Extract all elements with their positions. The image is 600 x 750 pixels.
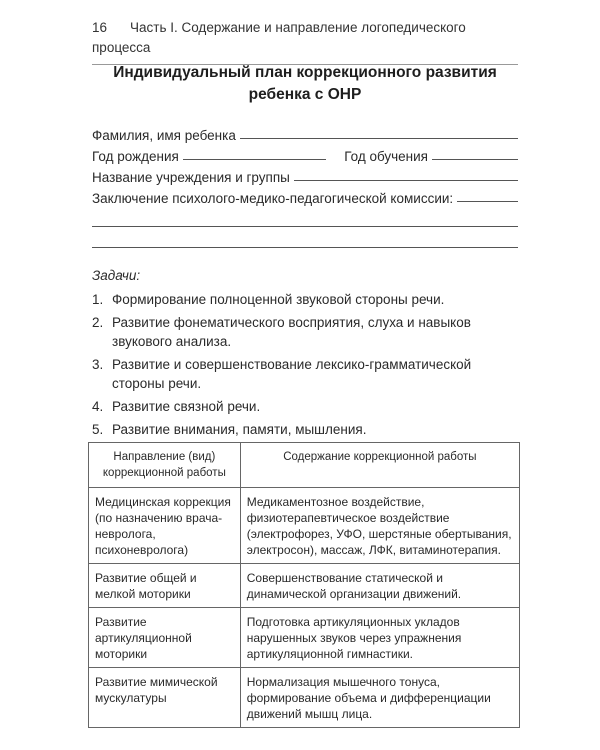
running-header: [92, 18, 518, 65]
table-row: [89, 608, 520, 668]
column-header-content: Содержание коррекционной работы: [240, 443, 519, 488]
table-row: [89, 488, 520, 564]
task-number: 1.: [92, 292, 104, 307]
title-line-2: ребенка с ОНР: [248, 86, 362, 103]
task-text: Развитие связной речи.: [112, 399, 261, 414]
content-cell: Подготовка артикуляционных укладов нарушенных звуков через упражнения артикуляционной гимнастики.: [240, 608, 519, 668]
institution-field-line: [294, 180, 518, 181]
tasks-title: Задачи:: [92, 268, 141, 283]
title-line-1: Индивидуальный план коррекционного развития: [113, 64, 497, 81]
task-item: [92, 313, 518, 351]
name-row: [92, 122, 518, 143]
institution-row: [92, 164, 518, 185]
task-text: Развитие и совершенствование лексико-грамматической стороны речи.: [112, 357, 472, 391]
content-cell: Совершенствование статической и динамической организации движений.: [240, 564, 519, 608]
task-text: Формирование полноценной звуковой стороны речи.: [112, 292, 445, 307]
direction-cell: Развитие мимической мускулатуры: [89, 668, 241, 728]
name-label: Фамилия, имя ребенка: [92, 128, 236, 143]
conclusion-blank-line-2: [92, 227, 518, 248]
direction-cell: Развитие артикуляционной моторики: [89, 608, 241, 668]
task-item: [92, 290, 518, 309]
task-text: Развитие внимания, памяти, мышления.: [112, 422, 367, 437]
task-number: 2.: [92, 315, 104, 330]
task-item: [92, 355, 518, 393]
conclusion-label: Заключение психолого-медико-педагогической комиссии:: [92, 191, 454, 206]
content-cell: Нормализация мышечного тонуса, формирование объема и дифференциации движений мышц лица.: [240, 668, 519, 728]
child-info-form: [92, 122, 518, 248]
correction-plan-table: [88, 442, 520, 728]
tasks-section: [92, 266, 518, 443]
birth-year-field-line: [183, 159, 326, 160]
task-text: Развитие фонематического восприятия, слуха и навыков звукового анализа.: [112, 315, 471, 349]
task-number: 5.: [92, 422, 104, 437]
page-number: 16: [92, 20, 108, 35]
direction-cell: Медицинская коррекция (по назначению врача-невролога, психоневролога): [89, 488, 241, 564]
table-header-row: [89, 443, 520, 488]
task-number: 3.: [92, 357, 104, 372]
table-row: [89, 564, 520, 608]
content-cell: Медикаментозное воздействие, физиотерапевтическое воздействие (электрофорез, УФО, шерстяные обертывания, электросон), массаж, ЛФК, витаминотерапия.: [240, 488, 519, 564]
conclusion-field-line: [457, 201, 518, 202]
birth-year-label: Год рождения: [92, 149, 179, 164]
table-row: [89, 668, 520, 728]
conclusion-blank-line-1: [92, 206, 518, 227]
institution-label: Название учреждения и группы: [92, 170, 290, 185]
task-item: [92, 397, 518, 416]
study-year-field-line: [432, 159, 518, 160]
conclusion-row: [92, 185, 518, 206]
birth-study-row: [92, 143, 518, 164]
direction-cell: Развитие общей и мелкой моторики: [89, 564, 241, 608]
running-title: Часть I. Содержание и направление логопедического процесса: [92, 20, 466, 55]
study-year-label: Год обучения: [344, 149, 428, 164]
name-field-line: [240, 138, 518, 139]
document-title: [92, 62, 518, 106]
task-number: 4.: [92, 399, 104, 414]
column-header-direction: Направление (вид) коррекционной работы: [89, 443, 241, 488]
task-item: [92, 420, 518, 439]
